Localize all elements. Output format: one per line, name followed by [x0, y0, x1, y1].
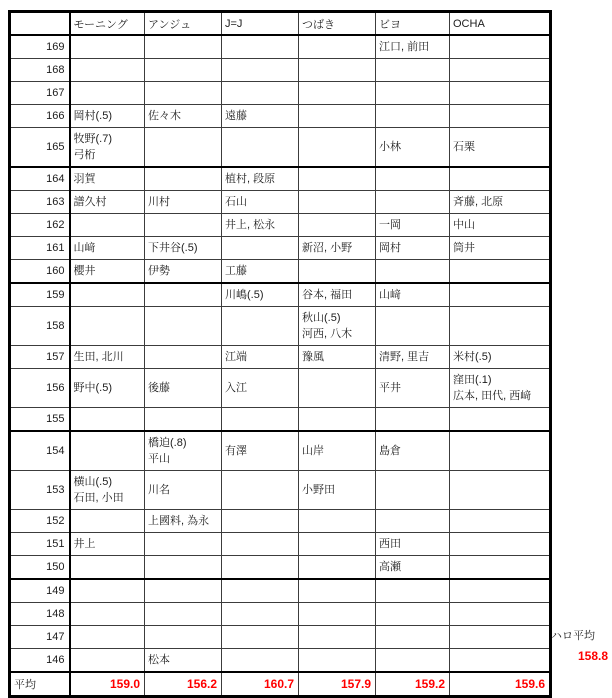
row-label-152[interactable]: 152	[10, 510, 70, 533]
cell-155-juice[interactable]	[222, 408, 299, 432]
cell-162-juice[interactable]: 井上, 松永	[222, 214, 299, 237]
cell-169-juice[interactable]	[222, 35, 299, 59]
cell-163-morning[interactable]: 譜久村	[70, 191, 145, 214]
cell-165-ocha[interactable]: 石栗	[450, 128, 551, 168]
row-label-147[interactable]: 147	[10, 626, 70, 649]
row-label-161[interactable]: 161	[10, 237, 70, 260]
row-label-154[interactable]: 154	[10, 431, 70, 471]
cell-164-beyo[interactable]	[376, 167, 450, 191]
row-label-160[interactable]: 160	[10, 260, 70, 284]
cell-166-morning[interactable]: 岡村(.5)	[70, 105, 145, 128]
cell-166-beyo[interactable]	[376, 105, 450, 128]
column-header-juice[interactable]: J=J	[222, 12, 299, 36]
cell-147-ocha[interactable]	[450, 626, 551, 649]
cell-149-beyo[interactable]	[376, 579, 450, 603]
cell-156-ocha[interactable]: 窪田(.1) 広本, 田代, 西﨑	[450, 369, 551, 408]
cell-153-morning[interactable]: 横山(.5) 石田, 小田	[70, 471, 145, 510]
cell-157-ocha[interactable]: 米村(.5)	[450, 346, 551, 369]
row-label-148[interactable]: 148	[10, 603, 70, 626]
row-label-163[interactable]: 163	[10, 191, 70, 214]
cell-154-tsubaki[interactable]: 山岸	[299, 431, 376, 471]
row-label-159[interactable]: 159	[10, 283, 70, 307]
height-row-152	[10, 510, 551, 533]
cell-156-tsubaki[interactable]	[299, 369, 376, 408]
cell-150-tsubaki[interactable]	[299, 556, 376, 580]
height-table	[8, 10, 552, 698]
cell-168-morning[interactable]	[70, 59, 145, 82]
cell-152-beyo[interactable]	[376, 510, 450, 533]
height-row-160	[10, 260, 551, 284]
corner-cell[interactable]	[10, 12, 70, 36]
row-label-166[interactable]: 166	[10, 105, 70, 128]
height-row-158	[10, 307, 551, 346]
halo-average-label: ハロ平均	[551, 630, 595, 642]
cell-153-beyo[interactable]	[376, 471, 450, 510]
average-row-label[interactable]: 平均	[10, 672, 70, 697]
row-label-169[interactable]: 169	[10, 35, 70, 59]
cell-161-beyo[interactable]: 岡村	[376, 237, 450, 260]
height-row-162	[10, 214, 551, 237]
cell-147-morning[interactable]	[70, 626, 145, 649]
cell-150-angerme[interactable]	[145, 556, 222, 580]
cell-150-beyo[interactable]: 高瀬	[376, 556, 450, 580]
cell-152-juice[interactable]	[222, 510, 299, 533]
cell-159-beyo[interactable]: 山﨑	[376, 283, 450, 307]
cell-148-ocha[interactable]	[450, 603, 551, 626]
row-label-156[interactable]: 156	[10, 369, 70, 408]
height-row-155	[10, 408, 551, 432]
cell-149-angerme[interactable]	[145, 579, 222, 603]
cell-152-angerme[interactable]: 上國料, 為永	[145, 510, 222, 533]
cell-146-angerme[interactable]: 松本	[145, 649, 222, 673]
row-label-164[interactable]: 164	[10, 167, 70, 191]
cell-160-juice[interactable]: 工藤	[222, 260, 299, 284]
height-row-165	[10, 128, 551, 168]
height-row-163	[10, 191, 551, 214]
cell-151-tsubaki[interactable]	[299, 533, 376, 556]
height-row-147	[10, 626, 551, 649]
cell-164-ocha[interactable]	[450, 167, 551, 191]
cell-162-ocha[interactable]: 中山	[450, 214, 551, 237]
cell-160-beyo[interactable]	[376, 260, 450, 284]
cell-164-angerme[interactable]	[145, 167, 222, 191]
row-label-165[interactable]: 165	[10, 128, 70, 168]
row-label-153[interactable]: 153	[10, 471, 70, 510]
cell-162-tsubaki[interactable]	[299, 214, 376, 237]
cell-163-tsubaki[interactable]	[299, 191, 376, 214]
cell-148-angerme[interactable]	[145, 603, 222, 626]
cell-153-ocha[interactable]	[450, 471, 551, 510]
cell-165-tsubaki[interactable]	[299, 128, 376, 168]
row-label-155[interactable]: 155	[10, 408, 70, 432]
row-label-151[interactable]: 151	[10, 533, 70, 556]
cell-164-morning[interactable]: 羽賀	[70, 167, 145, 191]
height-row-151	[10, 533, 551, 556]
cell-163-ocha[interactable]: 斉藤, 北原	[450, 191, 551, 214]
cell-166-angerme[interactable]: 佐々木	[145, 105, 222, 128]
cell-148-juice[interactable]	[222, 603, 299, 626]
cell-154-ocha[interactable]	[450, 431, 551, 471]
cell-157-angerme[interactable]	[145, 346, 222, 369]
height-row-159	[10, 283, 551, 307]
column-header-morning[interactable]: モーニング	[70, 12, 145, 36]
cell-146-juice[interactable]	[222, 649, 299, 673]
cell-163-angerme[interactable]: 川村	[145, 191, 222, 214]
cell-169-ocha[interactable]	[450, 35, 551, 59]
cell-161-tsubaki[interactable]: 新沼, 小野	[299, 237, 376, 260]
cell-156-beyo[interactable]: 平井	[376, 369, 450, 408]
cell-155-ocha[interactable]	[450, 408, 551, 432]
halo-average-value: 158.8	[577, 649, 608, 663]
cell-155-angerme[interactable]	[145, 408, 222, 432]
cell-165-morning[interactable]: 牧野(.7) 弓桁	[70, 128, 145, 168]
cell-168-angerme[interactable]	[145, 59, 222, 82]
cell-169-morning[interactable]	[70, 35, 145, 59]
cell-147-tsubaki[interactable]	[299, 626, 376, 649]
cell-152-morning[interactable]	[70, 510, 145, 533]
cell-159-tsubaki[interactable]: 谷本, 福田	[299, 283, 376, 307]
cell-152-ocha[interactable]	[450, 510, 551, 533]
cell-169-beyo[interactable]: 江口, 前田	[376, 35, 450, 59]
cell-151-angerme[interactable]	[145, 533, 222, 556]
cell-167-angerme[interactable]	[145, 82, 222, 105]
cell-160-tsubaki[interactable]	[299, 260, 376, 284]
header-row	[10, 12, 551, 36]
cell-157-juice[interactable]: 江端	[222, 346, 299, 369]
average-row	[10, 672, 551, 697]
cell-159-morning[interactable]	[70, 283, 145, 307]
average-value-angerme[interactable]: 156.2	[145, 672, 222, 697]
cell-154-angerme[interactable]: 橋迫(.8) 平山	[145, 431, 222, 471]
cell-150-ocha[interactable]	[450, 556, 551, 580]
row-label-157[interactable]: 157	[10, 346, 70, 369]
cell-158-angerme[interactable]	[145, 307, 222, 346]
cell-168-beyo[interactable]	[376, 59, 450, 82]
height-row-168	[10, 59, 551, 82]
cell-163-juice[interactable]: 石山	[222, 191, 299, 214]
cell-154-morning[interactable]	[70, 431, 145, 471]
cell-160-angerme[interactable]: 伊勢	[145, 260, 222, 284]
cell-155-morning[interactable]	[70, 408, 145, 432]
cell-167-tsubaki[interactable]	[299, 82, 376, 105]
cell-151-ocha[interactable]	[450, 533, 551, 556]
height-row-164	[10, 167, 551, 191]
cell-154-beyo[interactable]: 島倉	[376, 431, 450, 471]
cell-165-angerme[interactable]	[145, 128, 222, 168]
average-value-ocha[interactable]: 159.6	[450, 672, 551, 697]
cell-159-ocha[interactable]	[450, 283, 551, 307]
height-row-167	[10, 82, 551, 105]
cell-147-beyo[interactable]	[376, 626, 450, 649]
average-value-juice[interactable]: 160.7	[222, 672, 299, 697]
height-row-156	[10, 369, 551, 408]
cell-162-morning[interactable]	[70, 214, 145, 237]
cell-161-morning[interactable]: 山﨑	[70, 237, 145, 260]
cell-168-juice[interactable]	[222, 59, 299, 82]
row-label-162[interactable]: 162	[10, 214, 70, 237]
cell-147-angerme[interactable]	[145, 626, 222, 649]
row-label-168[interactable]: 168	[10, 59, 70, 82]
cell-149-ocha[interactable]	[450, 579, 551, 603]
cell-155-tsubaki[interactable]	[299, 408, 376, 432]
cell-156-angerme[interactable]: 後藤	[145, 369, 222, 408]
cell-153-angerme[interactable]: 川名	[145, 471, 222, 510]
cell-148-beyo[interactable]	[376, 603, 450, 626]
row-label-150[interactable]: 150	[10, 556, 70, 580]
cell-160-morning[interactable]: 櫻井	[70, 260, 145, 284]
cell-149-juice[interactable]	[222, 579, 299, 603]
cell-149-tsubaki[interactable]	[299, 579, 376, 603]
cell-146-tsubaki[interactable]	[299, 649, 376, 673]
cell-146-beyo[interactable]	[376, 649, 450, 673]
cell-156-morning[interactable]: 野中(.5)	[70, 369, 145, 408]
cell-153-tsubaki[interactable]: 小野田	[299, 471, 376, 510]
cell-146-ocha[interactable]	[450, 649, 551, 673]
cell-166-ocha[interactable]	[450, 105, 551, 128]
cell-162-angerme[interactable]	[145, 214, 222, 237]
cell-167-ocha[interactable]	[450, 82, 551, 105]
cell-150-juice[interactable]	[222, 556, 299, 580]
row-label-167[interactable]: 167	[10, 82, 70, 105]
cell-158-juice[interactable]	[222, 307, 299, 346]
cell-168-tsubaki[interactable]	[299, 59, 376, 82]
cell-167-beyo[interactable]	[376, 82, 450, 105]
cell-166-tsubaki[interactable]	[299, 105, 376, 128]
cell-157-tsubaki[interactable]: 豫風	[299, 346, 376, 369]
cell-153-juice[interactable]	[222, 471, 299, 510]
cell-165-juice[interactable]	[222, 128, 299, 168]
cell-160-ocha[interactable]	[450, 260, 551, 284]
cell-146-morning[interactable]	[70, 649, 145, 673]
height-row-148	[10, 603, 551, 626]
cell-166-juice[interactable]: 遠藤	[222, 105, 299, 128]
cell-148-morning[interactable]	[70, 603, 145, 626]
height-row-149	[10, 579, 551, 603]
cell-165-beyo[interactable]: 小林	[376, 128, 450, 168]
row-label-158[interactable]: 158	[10, 307, 70, 346]
cell-155-beyo[interactable]	[376, 408, 450, 432]
cell-151-morning[interactable]: 井上	[70, 533, 145, 556]
cell-149-morning[interactable]	[70, 579, 145, 603]
cell-159-angerme[interactable]	[145, 283, 222, 307]
cell-154-juice[interactable]: 有澤	[222, 431, 299, 471]
cell-159-juice[interactable]: 川嶋(.5)	[222, 283, 299, 307]
cell-167-juice[interactable]	[222, 82, 299, 105]
height-row-166	[10, 105, 551, 128]
cell-158-beyo[interactable]	[376, 307, 450, 346]
cell-158-tsubaki[interactable]: 秋山(.5) 河西, 八木	[299, 307, 376, 346]
cell-161-ocha[interactable]: 筒井	[450, 237, 551, 260]
cell-164-juice[interactable]: 植村, 段原	[222, 167, 299, 191]
cell-156-juice[interactable]: 入江	[222, 369, 299, 408]
cell-152-tsubaki[interactable]	[299, 510, 376, 533]
grid-body	[10, 35, 551, 672]
height-row-153	[10, 471, 551, 510]
average-value-tsubaki[interactable]: 157.9	[299, 672, 376, 697]
cell-150-morning[interactable]	[70, 556, 145, 580]
cell-158-morning[interactable]	[70, 307, 145, 346]
height-row-154	[10, 431, 551, 471]
height-row-157	[10, 346, 551, 369]
cell-157-beyo[interactable]: 清野, 里吉	[376, 346, 450, 369]
height-row-150	[10, 556, 551, 580]
height-row-146	[10, 649, 551, 673]
cell-163-beyo[interactable]	[376, 191, 450, 214]
cell-157-morning[interactable]: 生田, 北川	[70, 346, 145, 369]
cell-147-juice[interactable]	[222, 626, 299, 649]
column-header-tsubaki[interactable]: つばき	[299, 12, 376, 36]
average-value-morning[interactable]: 159.0	[70, 672, 145, 697]
cell-169-tsubaki[interactable]	[299, 35, 376, 59]
cell-162-beyo[interactable]: 一岡	[376, 214, 450, 237]
cell-151-beyo[interactable]: 西田	[376, 533, 450, 556]
column-header-ocha[interactable]: OCHA	[450, 12, 551, 36]
cell-167-morning[interactable]	[70, 82, 145, 105]
height-row-161	[10, 237, 551, 260]
column-header-angerme[interactable]: アンジュ	[145, 12, 222, 36]
row-label-146[interactable]: 146	[10, 649, 70, 673]
cell-158-ocha[interactable]	[450, 307, 551, 346]
cell-164-tsubaki[interactable]	[299, 167, 376, 191]
row-label-149[interactable]: 149	[10, 579, 70, 603]
cell-151-juice[interactable]	[222, 533, 299, 556]
cell-161-juice[interactable]	[222, 237, 299, 260]
cell-148-tsubaki[interactable]	[299, 603, 376, 626]
cell-169-angerme[interactable]	[145, 35, 222, 59]
average-value-beyo[interactable]: 159.2	[376, 672, 450, 697]
height-row-169	[10, 35, 551, 59]
cell-161-angerme[interactable]: 下井谷(.5)	[145, 237, 222, 260]
column-header-beyo[interactable]: ビヨ	[376, 12, 450, 36]
cell-168-ocha[interactable]	[450, 59, 551, 82]
